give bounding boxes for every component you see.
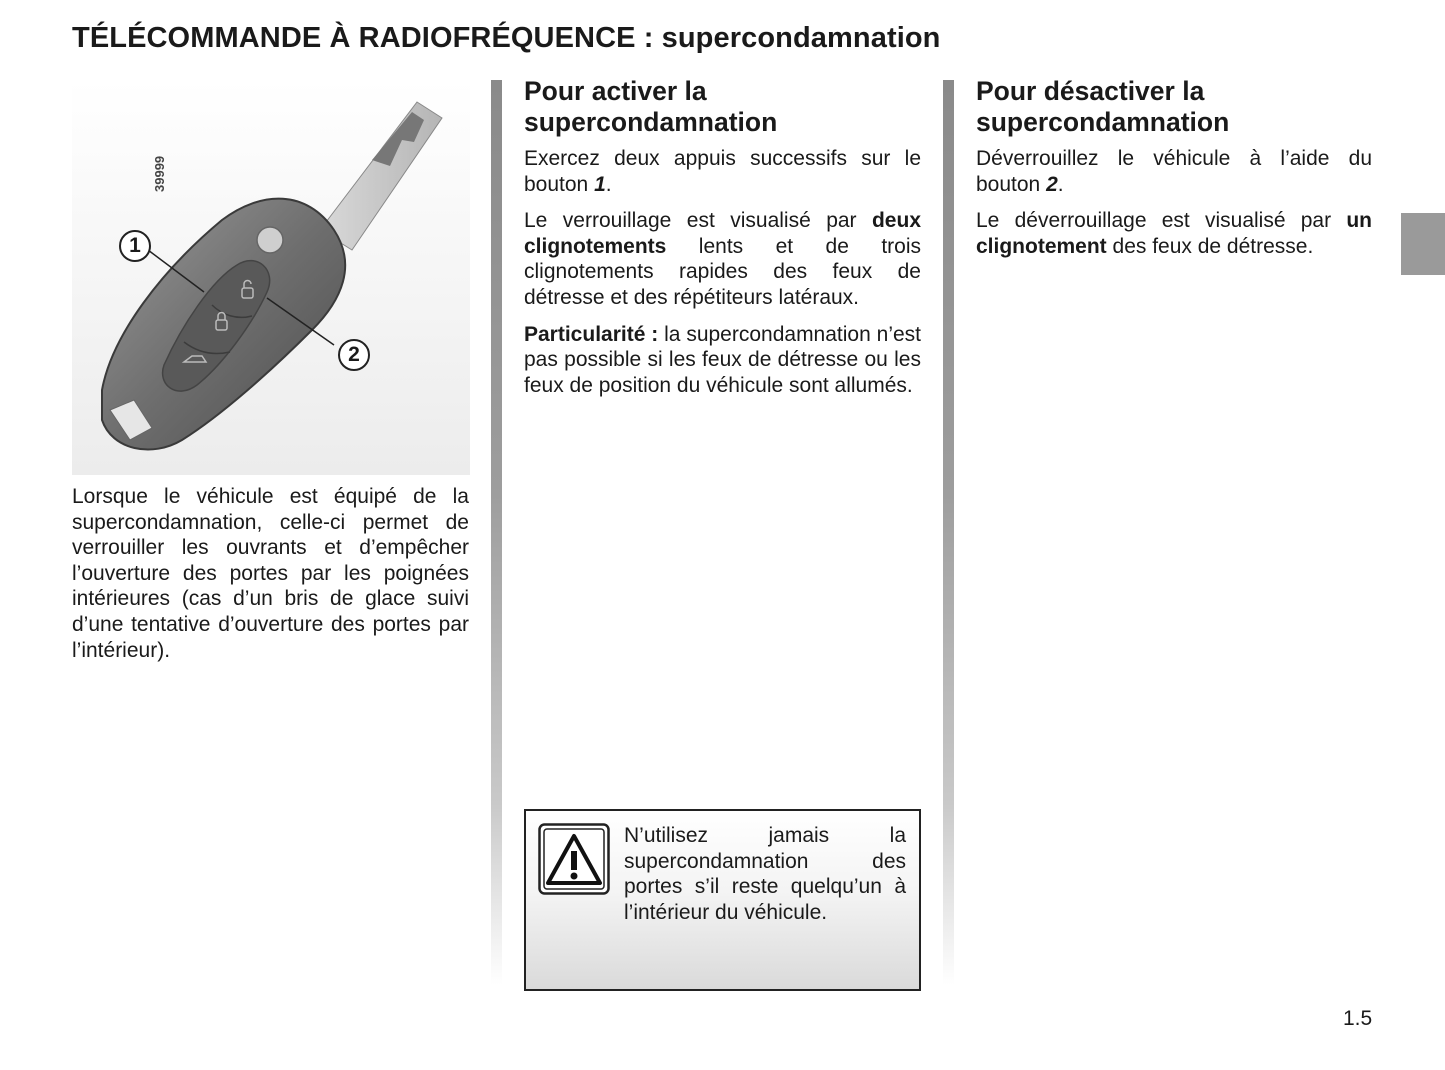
column-divider-right	[943, 80, 954, 985]
activate-step-end: .	[605, 172, 612, 196]
deactivate-step-paragraph	[976, 146, 1372, 197]
warning-box	[524, 809, 921, 991]
deactivate-text	[976, 146, 1372, 259]
middle-column	[524, 76, 921, 409]
unlock-indication-text-2: des feux de détresse.	[1106, 234, 1314, 258]
column-divider-left	[491, 80, 502, 985]
particularity-paragraph	[524, 322, 921, 399]
lock-indication-paragraph	[524, 208, 921, 310]
activate-step-text: Exercez deux appuis successifs sur le bouton	[524, 147, 921, 196]
lock-indication-text-1: Le verrouillage est visualisé par	[524, 209, 872, 233]
button-ref-2: 2	[1046, 172, 1058, 196]
unlock-indication-text-1: Le déverrouillage est visualisé par	[976, 209, 1347, 233]
activate-heading: Pour activer la supercondamnation	[524, 76, 778, 137]
particularity-text: la supercondamnation n’est pas possible si les feux de détresse ou les feux de position du véhicule sont allumés.	[524, 322, 921, 397]
key-figure	[72, 80, 470, 475]
deactivate-step-end: .	[1057, 172, 1064, 196]
unlock-indication-paragraph	[976, 208, 1372, 259]
warning-triangle-icon	[538, 823, 610, 895]
remote-key-illustration	[72, 80, 470, 475]
right-column	[976, 76, 1372, 270]
callout-1: 1	[119, 230, 151, 262]
lock-indication-text-2: lents et de trois clignotements rapides des feux de détresse et des répétiteurs latéraux.	[524, 234, 921, 309]
deactivate-step-text: Déverrouillez le véhicule à l’aide du bouton	[976, 147, 1372, 196]
left-column-text	[72, 484, 469, 674]
page-number: 1.5	[1343, 1007, 1373, 1030]
activate-step-paragraph	[524, 146, 921, 197]
button-ref-1: 1	[594, 172, 606, 196]
figure-reference-code: 39999	[152, 155, 167, 192]
page-title: TÉLÉCOMMANDE À RADIOFRÉQUENCE : supercondamnation	[72, 22, 941, 54]
lock-indication-bold: deux clignotements	[524, 209, 921, 258]
unlock-indication-bold: un clignotement	[976, 209, 1372, 258]
deactivate-heading: Pour désactiver la supercondamnation	[976, 76, 1230, 137]
activate-text	[524, 146, 921, 398]
intro-paragraph: Lorsque le véhicule est équipé de la supercondamnation, celle-ci permet de verrouiller les ouvrants et d’empêcher l’ouverture des portes par les poignées intérieures (cas d’un bris de glace suivi d’une tentative d’ouverture des portes par l’intérieur).	[72, 485, 469, 662]
particularity-label: Particularité :	[524, 322, 659, 346]
callout-2: 2	[338, 339, 370, 371]
warning-text: N’utilisez jamais la supercondamnation des portes s’il reste quelqu’un à l’intérieur du véhicule.	[624, 824, 906, 924]
chapter-tab-marker	[1401, 213, 1445, 275]
